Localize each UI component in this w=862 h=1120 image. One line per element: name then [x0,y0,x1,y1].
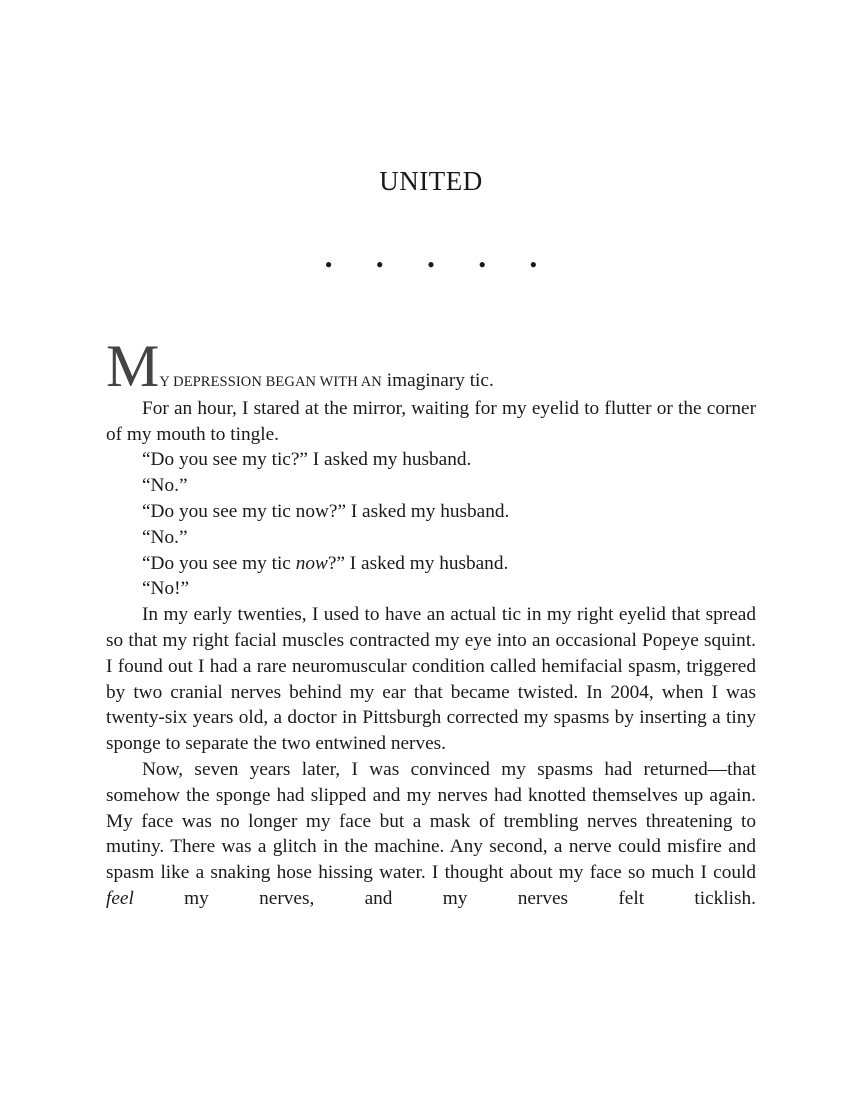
text-run: Now, seven years later, I was convinced my spasms had returned—that somehow the sponge had slipped and my nerves had knotted themselves up again. My face was no longer my face but a mask of trembling nerves threatening to mutiny. There was a glitch in the machine. Any second, a nerve could misfire and spasm like a snaking hose hissing water. I thought about my face so much I could [106,758,756,884]
section-ornament: • • • • • [324,252,557,277]
opening-smallcaps: Y DEPRESSION BEGAN WITH AN [159,374,382,390]
chapter-body [106,333,756,912]
dialogue-line: “No.” [142,526,188,548]
opening-line [106,333,756,399]
dialogue-line [106,551,756,577]
emphasis-text: now [295,552,328,574]
paragraph [106,757,756,912]
opening-rest: imaginary tic. [381,370,494,391]
text-run: my nerves, and my nerves felt ticklish. [133,887,756,909]
paragraph: In my early twenties, I used to have an actual tic in my right eyelid that spread so that my right facial muscles contracted my eye into an occasional Popeye squint. I found out I had a rare neuromuscular condition called hemifacial spasm, triggered by two cranial nerves behind my ear that became twisted. In 2004, when I was twenty-six years old, a doctor in Pittsburgh corrected my spasms by inserting a tiny sponge to separate the two entwined nerves. [106,604,756,755]
paragraph: For an hour, I stared at the mirror, waiting for my eyelid to flutter or the corner of my mouth to tingle. [106,397,756,445]
text-run: “Do you see my tic [142,552,296,574]
drop-cap: M [106,333,160,399]
dialogue-line: “Do you see my tic now?” I asked my husband. [142,500,510,522]
chapter-title: UNITED [379,166,483,196]
dialogue-line: “Do you see my tic?” I asked my husband. [142,449,472,471]
dialogue-line: “No.” [142,475,188,497]
text-run: ?” I asked my husband. [327,552,509,574]
dialogue-line: “No!” [142,578,190,600]
emphasis-text: feel [106,887,134,909]
